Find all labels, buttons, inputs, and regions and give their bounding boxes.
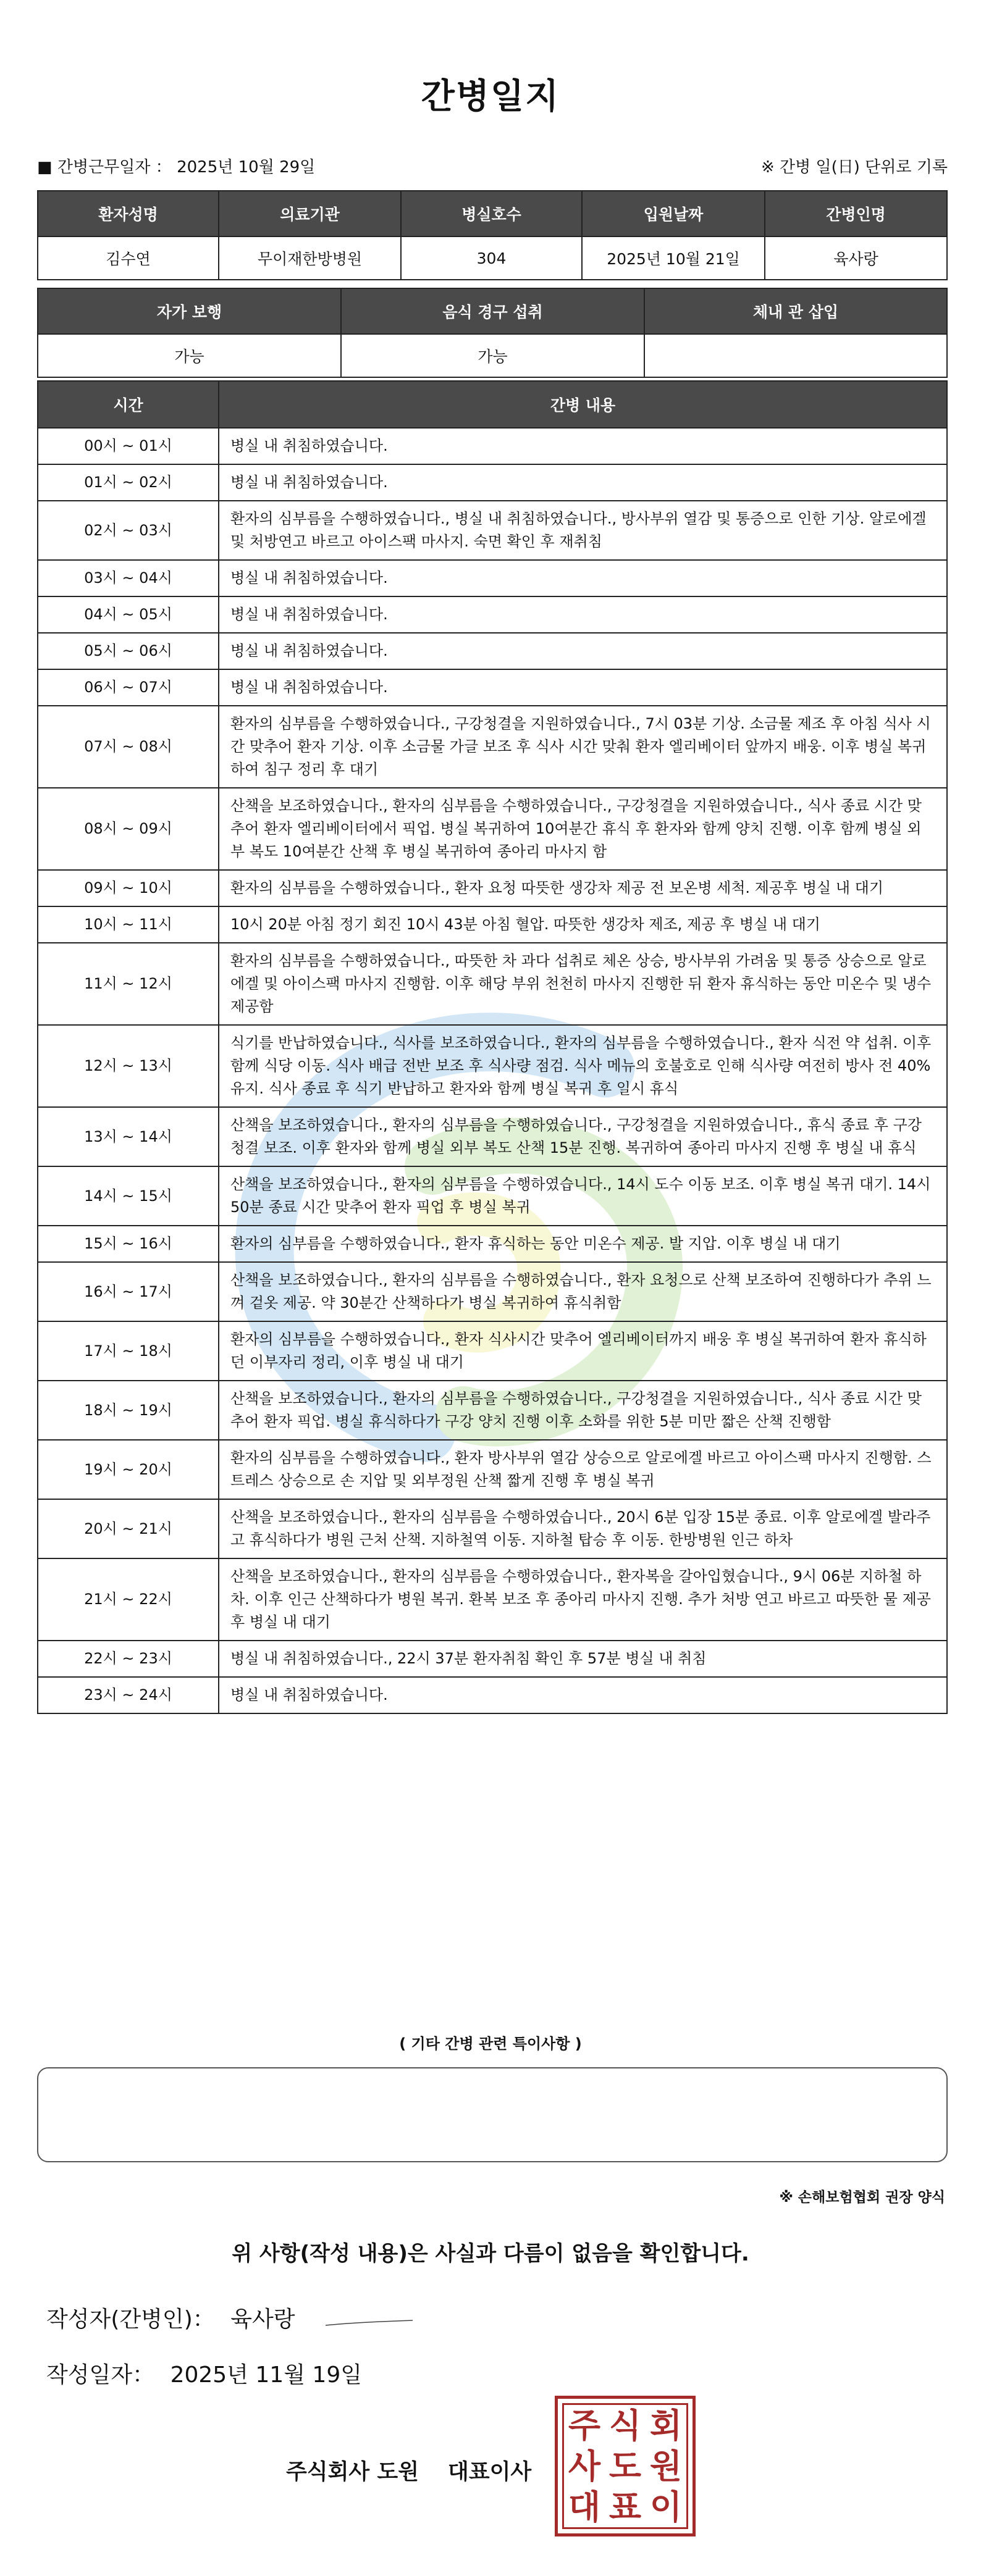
care-log-row	[38, 633, 947, 669]
log-time: 22시 ~ 23시	[38, 1641, 219, 1677]
log-content: 식기를 반납하였습니다., 식사를 보조하였습니다., 환자의 심부름을 수행하였습니다., 환자 식전 약 섭취. 이후 함께 식당 이동. 식사 배급 전반 보조 후 식사량 점검. 식사 메뉴의 호불호로 인해 식사량 여전히 방사 전 40% 유지. 식사 종료 후 식기 반납하고 환자와 함께 병실 복귀 후 일시 휴식	[219, 1025, 947, 1107]
care-status-value-row	[38, 334, 947, 377]
log-content: 병실 내 취침하였습니다., 22시 37분 환자취침 확인 후 57분 병실 내 취침	[219, 1641, 947, 1677]
special-notes-box	[37, 2067, 948, 2162]
header-caregiver-name: 간병인명	[765, 191, 947, 236]
log-content: 병실 내 취침하였습니다.	[219, 669, 947, 706]
signature-stroke	[324, 2317, 414, 2329]
log-time: 18시 ~ 19시	[38, 1381, 219, 1440]
self-walking-value: 가능	[38, 334, 341, 377]
writer-label: 작성자(간병인)：	[46, 2307, 215, 2332]
seal-character: 식	[608, 2406, 642, 2445]
record-note: ※ 간병 일(日) 단위로 기록	[760, 158, 948, 177]
patient-info-value-row	[38, 236, 947, 280]
log-content: 병실 내 취침하였습니다.	[219, 428, 947, 464]
work-date-label: ■ 간병근무일자 ：	[37, 158, 172, 177]
header-tube-insertion: 체내 관 삽입	[644, 288, 947, 334]
company-name: 주식회사 도원	[286, 2460, 419, 2485]
log-time: 21시 ~ 22시	[38, 1558, 219, 1641]
log-content: 병실 내 취침하였습니다.	[219, 633, 947, 669]
seal-character: 원	[649, 2446, 683, 2486]
seal-character: 표	[608, 2487, 642, 2527]
care-log-row	[38, 1025, 947, 1107]
header-oral-intake: 음식 경구 섭취	[341, 288, 644, 334]
log-content: 병실 내 취침하였습니다.	[219, 1677, 947, 1713]
care-log-row	[38, 1677, 947, 1713]
header-room-number: 병실호수	[401, 191, 582, 236]
seal-character: 대	[568, 2487, 601, 2527]
care-log-row	[38, 943, 947, 1025]
header-time: 시간	[38, 381, 219, 428]
care-status-table	[37, 288, 948, 378]
care-log-row	[38, 464, 947, 501]
care-log-row	[38, 1321, 947, 1381]
special-notes-title: ( 기타 간병 관련 특이사항 )	[399, 2035, 582, 2052]
care-log-row	[38, 1226, 947, 1262]
care-log-row	[38, 1166, 947, 1226]
care-log-row	[38, 788, 947, 870]
care-log-row	[38, 1641, 947, 1677]
log-time: 10시 ~ 11시	[38, 906, 219, 943]
log-time: 11시 ~ 12시	[38, 943, 219, 1025]
log-time: 05시 ~ 06시	[38, 633, 219, 669]
header-admission-date: 입원날짜	[582, 191, 765, 236]
care-log-row	[38, 1107, 947, 1166]
log-content: 산책을 보조하였습니다., 환자의 심부름을 수행하였습니다., 환자복을 갈아입혔습니다., 9시 06분 지하철 하차. 이후 인근 산책하다가 병원 복귀. 환복 보조 후 종아리 마사지 진행. 추가 처방 연고 바르고 따뜻한 물 제공 후 병실 내 대기	[219, 1558, 947, 1641]
log-time: 09시 ~ 10시	[38, 870, 219, 906]
log-content: 산책을 보조하였습니다., 환자의 심부름을 수행하였습니다., 구강청결을 지원하였습니다., 식사 종료 시간 맞추어 환자 엘리베이터에서 픽업. 병실 복귀하여 10여분간 휴식 후 환자와 함께 양치 진행. 이후 함께 병실 외부 복도 10여분간 산책 후 병실 복귀하여 종아리 마사지 함	[219, 788, 947, 870]
room-number: 304	[401, 236, 582, 280]
log-time: 01시 ~ 02시	[38, 464, 219, 501]
log-content: 환자의 심부름을 수행하였습니다., 환자 식사시간 맞추어 엘리베이터까지 배웅 후 병실 복귀하여 환자 휴식하던 이부자리 정리, 이후 병실 내 대기	[219, 1321, 947, 1381]
log-content: 환자의 심부름을 수행하였습니다., 병실 내 취침하였습니다., 방사부위 열감 및 통증으로 인한 기상. 알로에겔 및 처방연고 바르고 아이스팩 마사지. 숙면 확인 후 재취침	[219, 501, 947, 560]
log-time: 13시 ~ 14시	[38, 1107, 219, 1166]
seal-characters	[562, 2403, 688, 2529]
meta-row	[37, 154, 948, 179]
log-time: 03시 ~ 04시	[38, 560, 219, 596]
log-content: 병실 내 취침하였습니다.	[219, 560, 947, 596]
care-log-row	[38, 1499, 947, 1558]
log-time: 02시 ~ 03시	[38, 501, 219, 560]
patient-name: 김수연	[38, 236, 219, 280]
care-log-row	[38, 560, 947, 596]
care-log-header-row	[38, 381, 947, 428]
company-seal-stamp	[555, 2396, 696, 2536]
tube-insertion-value	[644, 334, 947, 377]
log-time: 08시 ~ 09시	[38, 788, 219, 870]
header-patient-name: 환자성명	[38, 191, 219, 236]
log-content: 환자의 심부름을 수행하였습니다., 따뜻한 차 과다 섭취로 체온 상승, 방사부위 가려움 및 통증 상승으로 알로에겔 및 아이스팩 마사지 진행함. 이후 해당 부위 천천히 마사지 진행한 뒤 환자 휴식하는 동안 미온수 및 냉수 제공함	[219, 943, 947, 1025]
oral-intake-value: 가능	[341, 334, 644, 377]
log-content: 산책을 보조하였습니다., 환자의 심부름을 수행하였습니다., 구강청결을 지원하였습니다., 식사 종료 시간 맞추어 환자 픽업. 병실 휴식하다가 구강 양치 진행 이후 소화를 위한 5분 미만 짧은 산책 진행함	[219, 1381, 947, 1440]
care-log-row	[38, 1262, 947, 1321]
work-date	[37, 154, 315, 177]
care-log-row	[38, 669, 947, 706]
writer-line	[46, 2302, 295, 2333]
log-content: 10시 20분 아침 정기 회진 10시 43분 아침 혈압. 따뜻한 생강차 제조, 제공 후 병실 내 대기	[219, 906, 947, 943]
care-log-row	[38, 870, 947, 906]
log-time: 15시 ~ 16시	[38, 1226, 219, 1262]
header-self-walking: 자가 보행	[38, 288, 341, 334]
seal-character: 회	[649, 2406, 683, 2445]
log-content: 환자의 심부름을 수행하였습니다., 환자 요청 따뜻한 생강차 제공 전 보온병 세척. 제공후 병실 내 대기	[219, 870, 947, 906]
caregiver-name: 육사랑	[765, 236, 947, 280]
work-date-value: 2025년 10월 29일	[177, 158, 316, 177]
care-log-row	[38, 1381, 947, 1440]
header-hospital: 의료기관	[219, 191, 401, 236]
care-log-row	[38, 596, 947, 633]
log-content: 산책을 보조하였습니다., 환자의 심부름을 수행하였습니다., 구강청결을 지원하였습니다., 휴식 종료 후 구강 청결 보조. 이후 환자와 함께 병실 외부 복도 산책 15분 진행. 복귀하여 종아리 마사지 진행 후 병실 내 휴식	[219, 1107, 947, 1166]
written-date-line	[46, 2357, 362, 2389]
log-content: 병실 내 취침하였습니다.	[219, 596, 947, 633]
care-log-row	[38, 706, 947, 788]
admission-date: 2025년 10월 21일	[582, 236, 765, 280]
hospital-name: 무이재한방병원	[219, 236, 401, 280]
log-content: 환자의 심부름을 수행하였습니다., 환자 방사부위 열감 상승으로 알로에겔 바르고 아이스팩 마사지 진행함. 스트레스 상승으로 손 지압 및 외부정원 산책 짧게 진행 후 병실 복귀	[219, 1440, 947, 1499]
log-content: 산책을 보조하였습니다., 환자의 심부름을 수행하였습니다., 환자 요청으로 산책 보조하여 진행하다가 추위 느껴 겉옷 제공. 약 30분간 산책하다가 병실 복귀하여 휴식취함	[219, 1262, 947, 1321]
written-date-value: 2025년 11월 19일	[170, 2362, 363, 2388]
log-content: 산책을 보조하였습니다., 환자의 심부름을 수행하였습니다., 20시 6분 입장 15분 종료. 이후 알로에겔 발라주고 휴식하다가 병원 근처 산책. 지하철역 이동. 지하철 탑승 후 이동. 한방병원 인근 하차	[219, 1499, 947, 1558]
patient-info-header-row	[38, 191, 947, 236]
care-log-row	[38, 501, 947, 560]
patient-info-table	[37, 190, 948, 280]
confirmation-statement: 위 사항(작성 내용)은 사실과 다름이 없음을 확인합니다.	[232, 2241, 749, 2266]
log-time: 04시 ~ 05시	[38, 596, 219, 633]
log-time: 07시 ~ 08시	[38, 706, 219, 788]
log-content: 산책을 보조하였습니다., 환자의 심부름을 수행하였습니다., 14시 도수 이동 보조. 이후 병실 복귀 대기. 14시 50분 종료 시간 맞추어 환자 픽업 후 병실 복귀	[219, 1166, 947, 1226]
log-time: 17시 ~ 18시	[38, 1321, 219, 1381]
log-content: 병실 내 취침하였습니다.	[219, 464, 947, 501]
ceo-title: 대표이사	[448, 2460, 532, 2485]
care-log-row	[38, 906, 947, 943]
seal-character: 이	[649, 2487, 683, 2527]
seal-character: 도	[608, 2446, 642, 2486]
seal-character: 사	[568, 2446, 601, 2486]
document-title: 간병일지	[421, 77, 560, 117]
log-time: 20시 ~ 21시	[38, 1499, 219, 1558]
care-log-table	[37, 380, 948, 1714]
header-care-content: 간병 내용	[219, 381, 947, 428]
log-content: 환자의 심부름을 수행하였습니다., 구강청결을 지원하였습니다., 7시 03분 기상. 소금물 제조 후 아침 식사 시간 맞추어 환자 기상. 이후 소금물 가글 보조 후 식사 시간 맞춰 환자 엘리베이터 앞까지 배웅. 이후 병실 복귀하여 침구 정리 후 대기	[219, 706, 947, 788]
care-log-row	[38, 428, 947, 464]
care-log-body	[38, 428, 947, 1713]
care-log-row	[38, 1440, 947, 1499]
log-time: 16시 ~ 17시	[38, 1262, 219, 1321]
log-time: 06시 ~ 07시	[38, 669, 219, 706]
written-date-label: 작성일자：	[46, 2362, 155, 2388]
log-time: 23시 ~ 24시	[38, 1677, 219, 1713]
seal-character: 주	[568, 2406, 601, 2445]
log-time: 12시 ~ 13시	[38, 1025, 219, 1107]
log-time: 14시 ~ 15시	[38, 1166, 219, 1226]
recommendation-note: ※ 손해보험협회 권장 양식	[779, 2189, 945, 2206]
care-log-row	[38, 1558, 947, 1641]
log-time: 19시 ~ 20시	[38, 1440, 219, 1499]
care-status-header-row	[38, 288, 947, 334]
log-time: 00시 ~ 01시	[38, 428, 219, 464]
log-content: 환자의 심부름을 수행하였습니다., 환자 휴식하는 동안 미온수 제공. 발 지압. 이후 병실 내 대기	[219, 1226, 947, 1262]
writer-name: 육사랑	[230, 2307, 295, 2332]
